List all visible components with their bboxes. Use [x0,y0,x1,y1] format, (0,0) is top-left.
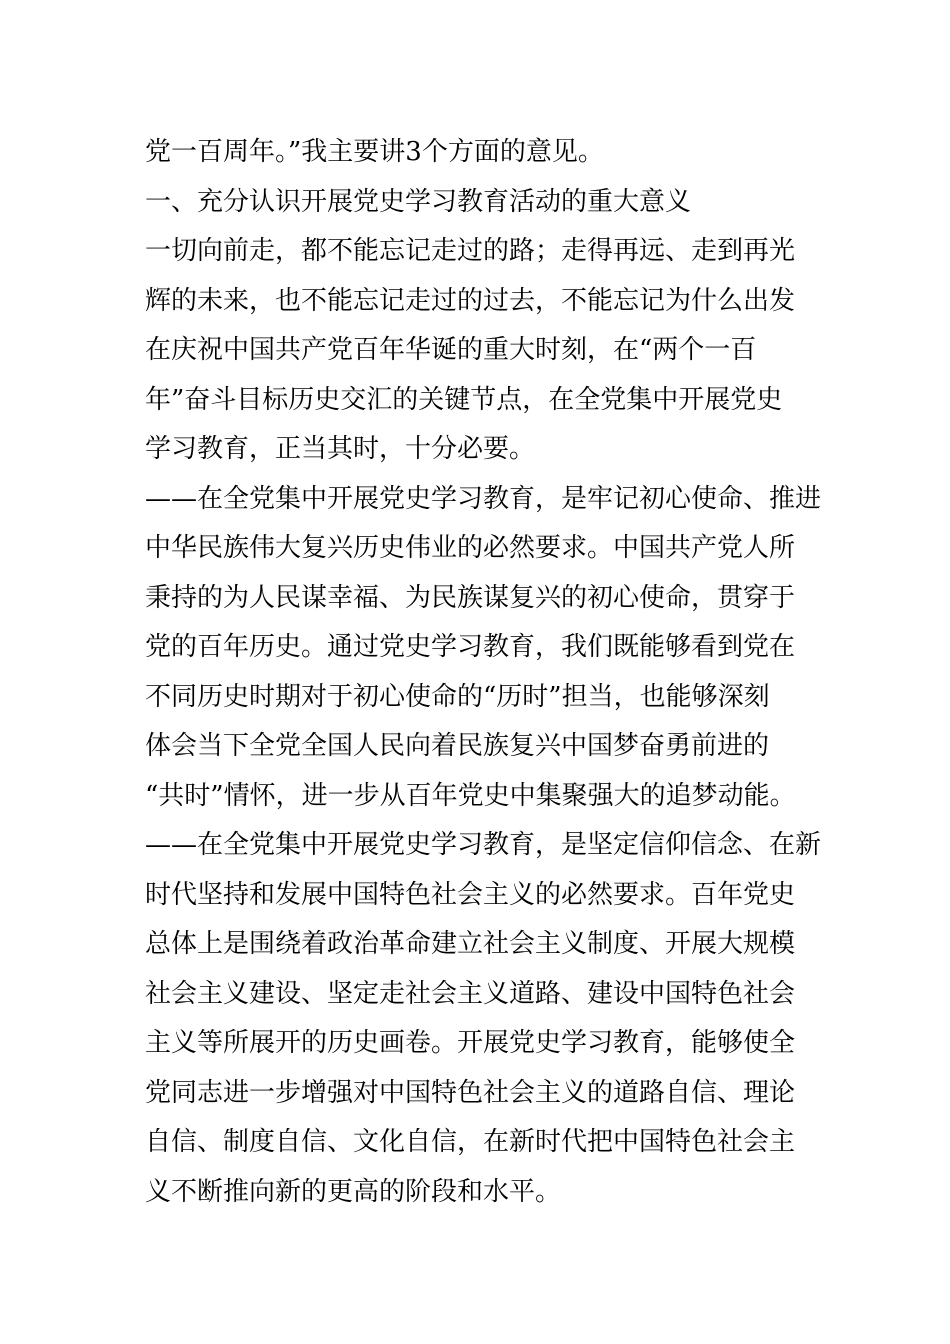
text-line: ——在全党集中开展党史学习教育，是坚定信仰信念、在新 [145,830,822,860]
text-line: “共时”情怀，进一步从百年党史中集聚强大的追梦动能。 [145,780,796,811]
text-line: 年”奋斗目标历史交汇的关键节点，在全党集中开展党史 [145,384,783,415]
text-line: 党一百周年。”我主要讲3个方面的意见。 [145,137,604,167]
text-line: 主义等所展开的历史画卷。开展党史学习教育，能够使全 [145,1028,796,1058]
text-line: 辉的未来，也不能忘记走过的过去，不能忘记为什么出发 [145,285,796,316]
text-line: 在庆祝中国共产党百年华诞的重大时刻，在“两个一百 [145,335,757,365]
text-line: 义不断推向新的更高的阶段和水平。 [145,1176,562,1207]
text-line: 体会当下全党全国人民向着民族复兴中国梦奋勇前进的 [145,731,770,761]
text-line: 党的百年历史。通过党史学习教育，我们既能够看到党在 [145,632,796,662]
text-line: 自信、制度自信、文化自信，在新时代把中国特色社会主 [145,1127,796,1157]
text-line: 秉持的为人民谋幸福、为民族谋复兴的初心使命，贯穿于 [145,582,796,613]
text-line: 不同历史时期对于初心使命的“历时”担当，也能够深刻 [145,681,770,712]
text-line: 社会主义建设、坚定走社会主义道路、建设中国特色社会 [145,978,796,1009]
text-line: 总体上是围绕着政治革命建立社会主义制度、开展大规模 [145,929,796,959]
text-line: 时代坚持和发展中国特色社会主义的必然要求。百年党史 [145,879,796,910]
text-line: 党同志进一步增强对中国特色社会主义的道路自信、理论 [145,1077,796,1108]
text-line: 中华民族伟大复兴历史伟业的必然要求。中国共产党人所 [145,533,796,563]
text-line: 一切向前走，都不能忘记走过的路；走得再远、走到再光 [145,236,796,266]
text-line: 学习教育，正当其时，十分必要。 [145,434,536,464]
document-body [145,128,822,1217]
text-line: ——在全党集中开展党史学习教育，是牢记初心使命、推进 [145,483,822,514]
section-heading: 一、充分认识开展党史学习教育活动的重大意义 [145,186,692,217]
